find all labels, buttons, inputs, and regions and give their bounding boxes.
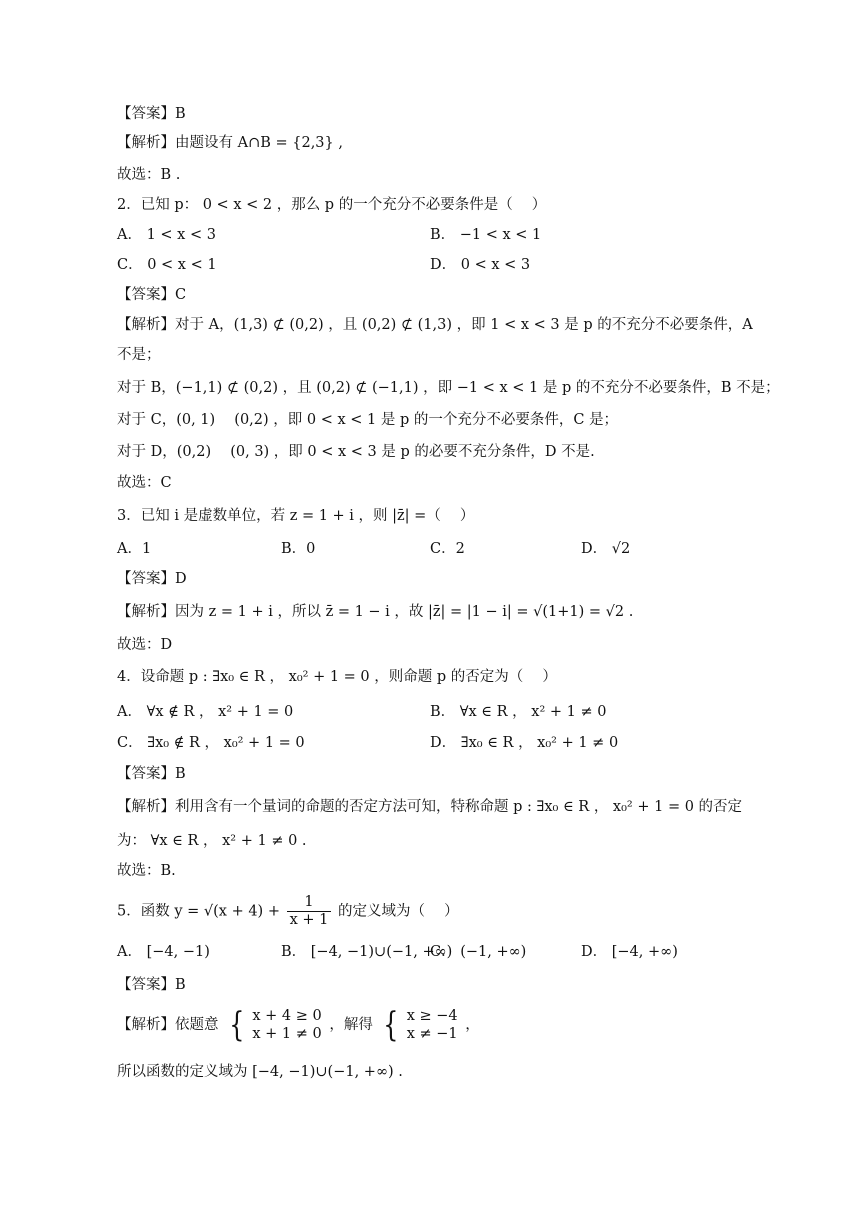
answer-line-q2: 【答案】C (117, 287, 187, 303)
analysis-line-q3: 【解析】因为 z = 1 + i ，所以 z̄ = 1 − i ，故 |z̄| = |1 − i| = √(1+1) = √2 . (117, 604, 634, 620)
answer-line-q4: 【答案】B (117, 766, 186, 782)
analysis-line-q4-1: 【解析】利用含有一个量词的命题的否定方法可知，特称命题 p : ∃x₀ ∈ R ， x₀² + 1 = 0 的否定 (117, 799, 743, 815)
left-brace-icon: { (383, 1005, 399, 1045)
q2-option-c: C． 0 < x < 1 (117, 257, 217, 273)
choice-line-q2: 故选：C (117, 475, 172, 491)
q4-option-b: B． ∀x ∈ R ， x² + 1 ≠ 0 (430, 704, 607, 720)
q5-option-a: A． [−4, −1) (117, 944, 210, 960)
q5-system-2-row-1: x ≥ −4 (406, 1008, 458, 1024)
q5-analysis-start: 【解析】依题意 (117, 1017, 219, 1033)
q5-system-1 (226, 1005, 322, 1045)
q5-fraction (287, 894, 332, 929)
question-5 (117, 894, 459, 929)
q5-stem-end: 的定义域为（ ） (337, 903, 459, 920)
left-brace-icon: { (229, 1005, 245, 1045)
analysis-line-q1: 【解析】由题设有 A∩B = {2,3} , (117, 135, 343, 151)
analysis-line-q5-1 (117, 1005, 480, 1045)
q4-option-c: C． ∃x₀ ∉ R ， x₀² + 1 = 0 (117, 735, 305, 751)
question-3: 3．已知 i 是虚数单位，若 z = 1 + i ，则 |z̄| =（ ） (117, 508, 475, 524)
choice-line-q3: 故选：D (117, 637, 173, 653)
analysis-line-q2-5: 对于 D，(0,2) (0, 3) ，即 0 < x < 3 是 p 的必要不充分条件，D 不是. (117, 444, 595, 460)
question-4: 4．设命题 p : ∃x₀ ∈ R ， x₀² + 1 = 0 ，则命题 p 的否定为（ ） (117, 669, 557, 685)
q5-analysis-end: ， (465, 1017, 480, 1033)
q3-option-a: A．1 (117, 541, 152, 557)
analysis-line-q2-4: 对于 C，(0, 1) (0,2) ，即 0 < x < 1 是 p 的一个充分不必要条件，C 是； (117, 412, 619, 428)
q3-option-c: C．2 (430, 541, 465, 557)
analysis-line-q2-3: 对于 B，(−1,1) ⊄ (0,2) ，且 (0,2) ⊄ (−1,1) ，即 −1 < x < 1 是 p 的不充分不必要条件，B 不是； (117, 380, 780, 396)
q4-option-d: D． ∃x₀ ∈ R ， x₀² + 1 ≠ 0 (430, 735, 619, 751)
choice-line-q4: 故选：B. (117, 863, 176, 879)
answer-line-q3: 【答案】D (117, 571, 187, 587)
q5-fraction-numerator: 1 (287, 894, 332, 912)
analysis-line-q4-2: 为： ∀x ∈ R ， x² + 1 ≠ 0 . (117, 833, 307, 849)
analysis-line-q5-2: 所以函数的定义域为 [−4, −1)∪(−1, +∞) . (117, 1064, 403, 1080)
q5-analysis-mid: ，解得 (329, 1017, 373, 1033)
q2-option-d: D． 0 < x < 3 (430, 257, 531, 273)
choice-line-q1: 故选：B . (117, 167, 181, 183)
q5-stem-start: 5．函数 y = √(x + 4) + (117, 903, 280, 920)
answer-line-q1: 【答案】B (117, 106, 186, 122)
q3-option-b: B．0 (281, 541, 316, 557)
q5-system-1-row-2: x + 1 ≠ 0 (252, 1026, 322, 1042)
answer-line-q5: 【答案】B (117, 977, 186, 993)
q5-option-c: C． (−1, +∞) (430, 944, 527, 960)
q5-option-b: B． [−4, −1)∪(−1, +∞) (281, 944, 453, 960)
q2-option-a: A． 1 < x < 3 (117, 227, 216, 243)
q5-fraction-denominator: x + 1 (289, 912, 329, 928)
q5-option-d: D． [−4, +∞) (581, 944, 678, 960)
q3-option-d: D． √2 (581, 541, 631, 557)
analysis-line-q2-2: 不是； (117, 347, 161, 363)
q5-system-1-row-1: x + 4 ≥ 0 (252, 1008, 322, 1024)
q2-option-b: B． −1 < x < 1 (430, 227, 542, 243)
analysis-line-q2-1: 【解析】对于 A，(1,3) ⊄ (0,2) ，且 (0,2) ⊄ (1,3) ，即 1 < x < 3 是 p 的不充分不必要条件，A (117, 317, 753, 333)
q4-option-a: A． ∀x ∉ R ， x² + 1 = 0 (117, 704, 294, 720)
q5-system-2 (380, 1005, 457, 1045)
q5-system-2-row-2: x ≠ −1 (406, 1026, 458, 1042)
question-2: 2．已知 p： 0 < x < 2 ，那么 p 的一个充分不必要条件是（ ） (117, 197, 547, 213)
